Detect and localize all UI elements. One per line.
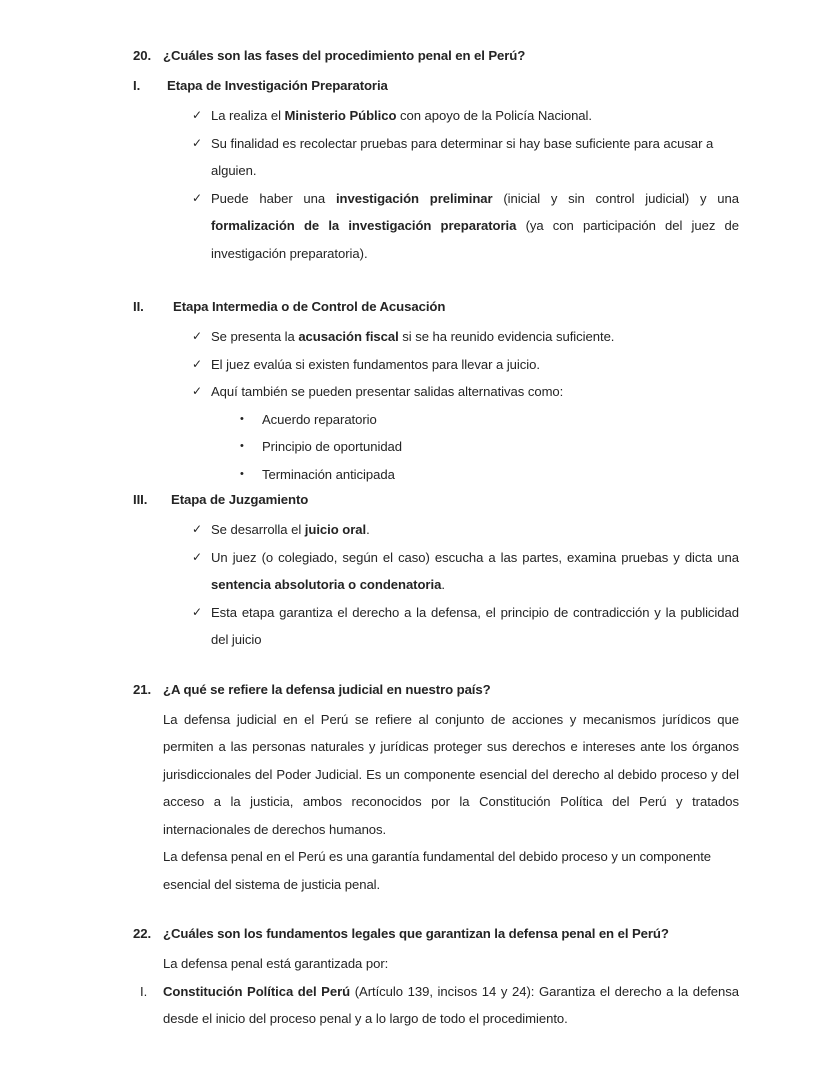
section-title-III: Etapa de Juzgamiento (171, 492, 309, 507)
bullet-text: Su finalidad es recolectar pruebas para determinar si hay base suficiente para acusar a alguien. (211, 135, 714, 178)
document-content (133, 46, 739, 1033)
dot-icon: • (240, 412, 244, 425)
check-icon: ✓ (192, 522, 203, 536)
sub-bullet (240, 433, 739, 461)
check-icon: ✓ (192, 190, 203, 205)
section-heading-II (133, 297, 739, 317)
question-22-heading (133, 924, 739, 944)
dot-icon: • (240, 440, 244, 452)
paragraph: La defensa penal en el Perú es una garantía fundamental del debido proceso y un componente esencial del sistema de justicia penal. (163, 849, 712, 892)
roman-item-text: Constitución Política del Perú (Artículo 139, incisos 14 y 24): Garantiza el derecho a la defensa desde el inicio del proceso penal y a lo largo de todo el procedimiento. (163, 983, 739, 1026)
bullet-text: El juez evalúa si existen fundamentos para llevar a juicio. (211, 356, 540, 372)
section-heading-III (133, 490, 739, 510)
bullet-text: Aquí también se pueden presentar salidas alternativas como: (211, 384, 564, 399)
check-bullet (192, 351, 739, 379)
check-bullet (192, 516, 739, 544)
check-bullet (192, 130, 739, 185)
dot-icon: • (240, 467, 244, 480)
check-bullet (192, 544, 739, 599)
sub-bullet-text: Acuerdo reparatorio (262, 411, 377, 427)
check-bullet (192, 102, 739, 130)
bullet-text: Esta etapa garantiza el derecho a la defensa, el principio de contradicción y la publicidad del juicio (211, 604, 739, 647)
check-bullet (192, 378, 739, 406)
check-icon: ✓ (192, 135, 203, 150)
section-heading-I (133, 76, 739, 96)
section-numeral-I: I. (133, 78, 141, 93)
paragraph: La defensa judicial en el Perú se refiere al conjunto de acciones y mecanismos jurídicos que permiten a las personas naturales y jurídicas proteger sus derechos e intereses ante los órganos jurisdiccionales del Poder Judicial. Es un componente esencial del derecho al debido proceso y del acceso a la justicia, ambos reconocidos por la Constitución Política del Perú y tratados internacionales de derechos humanos. (163, 711, 739, 837)
question-20-heading (133, 46, 739, 66)
question-20-number: 20. (133, 48, 152, 63)
check-icon: ✓ (192, 329, 203, 343)
question-22-title: ¿Cuáles son los fundamentos legales que garantizan la defensa penal en el Perú? (163, 926, 669, 941)
check-icon: ✓ (192, 384, 203, 398)
check-bullet (192, 599, 739, 654)
question-block-22 (133, 924, 739, 1033)
check-bullet (192, 185, 739, 268)
question-block-21 (133, 680, 739, 899)
question-21-heading (133, 680, 739, 700)
sub-bullet-text: Terminación anticipada (262, 466, 395, 482)
question-20-title: ¿Cuáles son las fases del procedimiento penal en el Perú? (163, 48, 526, 63)
section-title-I: Etapa de Investigación Preparatoria (167, 78, 388, 93)
section-title-II: Etapa Intermedia o de Control de Acusación (173, 299, 446, 314)
question-block-20 (133, 46, 739, 654)
check-icon: ✓ (192, 108, 203, 122)
sub-bullet (240, 461, 739, 489)
check-icon: ✓ (192, 549, 203, 564)
check-icon: ✓ (192, 604, 203, 619)
section-numeral-III: III. (133, 492, 148, 507)
check-icon: ✓ (192, 356, 203, 371)
bullet-text: La realiza el Ministerio Público con apoyo de la Policía Nacional. (211, 108, 592, 123)
bullet-text: Se desarrolla el juicio oral. (211, 522, 370, 537)
sub-bullet-text: Principio de oportunidad (262, 439, 403, 454)
paragraph-lead: La defensa penal está garantizada por: (163, 956, 389, 971)
bullet-text: Puede haber una investigación preliminar (inicial y sin control judicial) y una formalización de la investigación preparatoria (ya con participación del juez de investigación preparatoria). (211, 190, 740, 261)
question-21-title: ¿A qué se refiere la defensa judicial en nuestro país? (163, 681, 491, 697)
bullet-text: Un juez (o colegiado, según el caso) escucha a las partes, examina pruebas y dicta una sentencia absolutoria o condenatoria. (211, 549, 739, 592)
section-numeral-II: II. (133, 299, 144, 314)
question-21-number: 21. (133, 681, 152, 697)
check-bullet (192, 323, 739, 351)
bullet-text: Se presenta la acusación fiscal si se ha reunido evidencia suficiente. (211, 329, 615, 344)
roman-numeral: I. (140, 983, 148, 999)
roman-list-item (140, 978, 739, 1033)
question-22-number: 22. (133, 926, 152, 941)
sub-bullet (240, 406, 739, 434)
